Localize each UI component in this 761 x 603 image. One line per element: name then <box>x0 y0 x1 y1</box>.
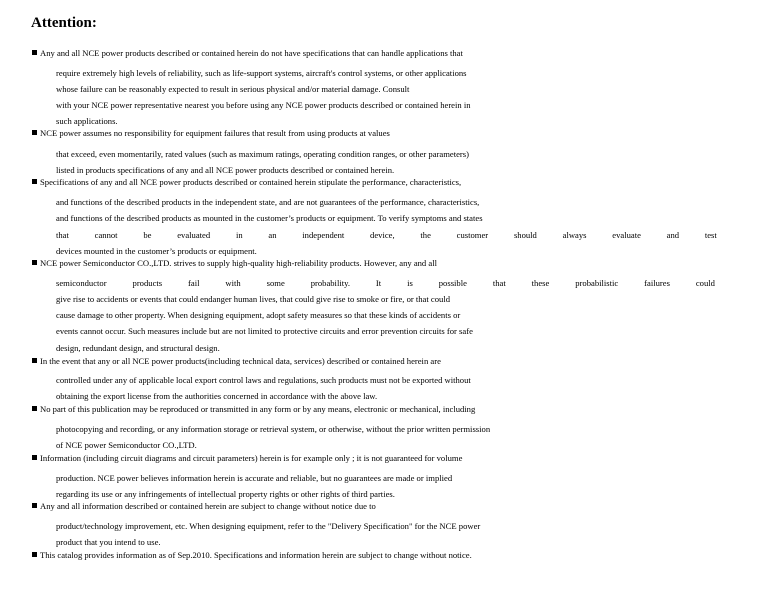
attention-title: Attention: <box>31 15 97 31</box>
word: these <box>531 278 550 288</box>
square-bullet-icon <box>32 455 37 460</box>
square-bullet-icon <box>32 503 37 508</box>
notice-text: photocopying and recording, or any information storage or retrieval system, or otherwise, without the prior written permission <box>56 424 491 434</box>
word: always <box>562 230 587 240</box>
bullet-line <box>32 128 390 139</box>
square-bullet-icon <box>32 552 37 557</box>
notice-text: with your NCE power representative nearest you before using any NCE power products described or contained herein in <box>56 100 471 110</box>
notice-text: NCE power assumes no responsibility for equipment failures that result from using products at values <box>40 128 390 138</box>
square-bullet-icon <box>32 130 37 135</box>
word: test <box>704 230 717 240</box>
word: that <box>492 278 506 288</box>
word: some <box>266 278 285 288</box>
notice-text: product that you intend to use. <box>56 537 161 547</box>
notice-text: production. NCE power believes information herein is accurate and reliable, but no guarantees are made or implied <box>56 473 453 483</box>
notice-text: obtaining the export license from the authorities concerned in accordance with the above law. <box>56 391 378 401</box>
notice-text: cause damage to other property. When designing equipment, adopt safety measures so that these kinds of accidents or <box>56 310 461 320</box>
notice-text-justified <box>56 278 715 289</box>
notice-text: design, redundant design, and structural design. <box>56 343 220 353</box>
word: evaluate <box>612 230 641 240</box>
word: an <box>268 230 277 240</box>
notice-text: NCE power Semiconductor CO.,LTD. strives to supply high-quality high-reliability products. However, any and all <box>40 258 437 268</box>
word: independent <box>302 230 345 240</box>
word: semiconductor <box>56 278 107 288</box>
bullet-line <box>32 258 437 269</box>
word: products <box>132 278 163 288</box>
bullet-line <box>32 550 472 561</box>
notice-text: of NCE power Semiconductor CO.,LTD. <box>56 440 197 450</box>
word: device, <box>370 230 395 240</box>
word: evaluated <box>177 230 211 240</box>
notice-text: Information (including circuit diagrams and circuit parameters) herein is for example only ; it is not guaranteed for volume <box>40 453 463 463</box>
notice-text: This catalog provides information as of Sep.2010. Specifications and information herein are subject to change without notice. <box>40 550 472 560</box>
notice-text: Any and all information described or contained herein are subject to change without notice due to <box>40 501 376 511</box>
word: with <box>225 278 241 288</box>
notice-text: Any and all NCE power products described or contained herein do not have specifications that can handle applications that <box>40 48 463 58</box>
notice-text: controlled under any of applicable local export control laws and regulations, such products must not be exported without <box>56 375 471 385</box>
word: possible <box>438 278 467 288</box>
bullet-line <box>32 48 463 59</box>
bullet-line <box>32 177 461 188</box>
notice-text: regarding its use or any infringements of intellectual property rights or other rights of third parties. <box>56 489 395 499</box>
notice-text: events cannot occur. Such measures include but are not limited to protective circuits and error prevention circuits for safe <box>56 326 473 336</box>
square-bullet-icon <box>32 260 37 265</box>
notice-text: In the event that any or all NCE power products(including technical data, services) described or contained herein are <box>40 356 441 366</box>
word: should <box>513 230 537 240</box>
notice-text: devices mounted in the customer’s products or equipment. <box>56 246 257 256</box>
notice-text: Specifications of any and all NCE power products described or contained herein stipulate the performance, characteristics, <box>40 177 462 187</box>
notice-text: give rise to accidents or events that could endanger human lives, that could give rise to smoke or fire, or that could <box>56 294 451 304</box>
notice-text: listed in products specifications of any and all NCE power products described or contained herein. <box>56 165 395 175</box>
notice-text-justified <box>56 230 717 241</box>
notice-text: such applications. <box>56 116 118 126</box>
word: is <box>407 278 413 288</box>
notice-text: and functions of the described products in the independent state, and are not guarantees of the performance, characteristics, <box>56 197 480 207</box>
word: could <box>695 278 715 288</box>
word: customer <box>456 230 489 240</box>
square-bullet-icon <box>32 358 37 363</box>
notice-text: whose failure can be reasonably expected to result in serious physical and/or material damage. Consult <box>56 84 410 94</box>
word: It <box>375 278 382 288</box>
word: failures <box>644 278 670 288</box>
square-bullet-icon <box>32 50 37 55</box>
word: in <box>235 230 243 240</box>
bullet-line <box>32 453 462 464</box>
word: the <box>420 230 431 240</box>
notice-text: that exceed, even momentarily, rated values (such as maximum ratings, operating condition ranges, or other parameters) <box>56 149 469 159</box>
notice-text: product/technology improvement, etc. When designing equipment, refer to the "Delivery Specification" for the NCE power <box>56 521 481 531</box>
bullet-line <box>32 501 376 512</box>
word: probabilistic <box>575 278 619 288</box>
square-bullet-icon <box>32 406 37 411</box>
word: probability. <box>310 278 350 288</box>
square-bullet-icon <box>32 179 37 184</box>
bullet-line <box>32 356 441 367</box>
word: fail <box>188 278 200 288</box>
word: be <box>143 230 152 240</box>
word: and <box>666 230 680 240</box>
notice-text: and functions of the described products as mounted in the customer’s products or equipment. To verify symptoms and states <box>56 213 483 223</box>
word: that <box>56 230 69 240</box>
notice-text: require extremely high levels of reliability, such as life-support systems, aircraft's control systems, or other applications <box>56 68 467 78</box>
word: cannot <box>94 230 118 240</box>
bullet-line <box>32 404 475 415</box>
notice-text: No part of this publication may be reproduced or transmitted in any form or by any means, electronic or mechanical, including <box>40 404 476 414</box>
